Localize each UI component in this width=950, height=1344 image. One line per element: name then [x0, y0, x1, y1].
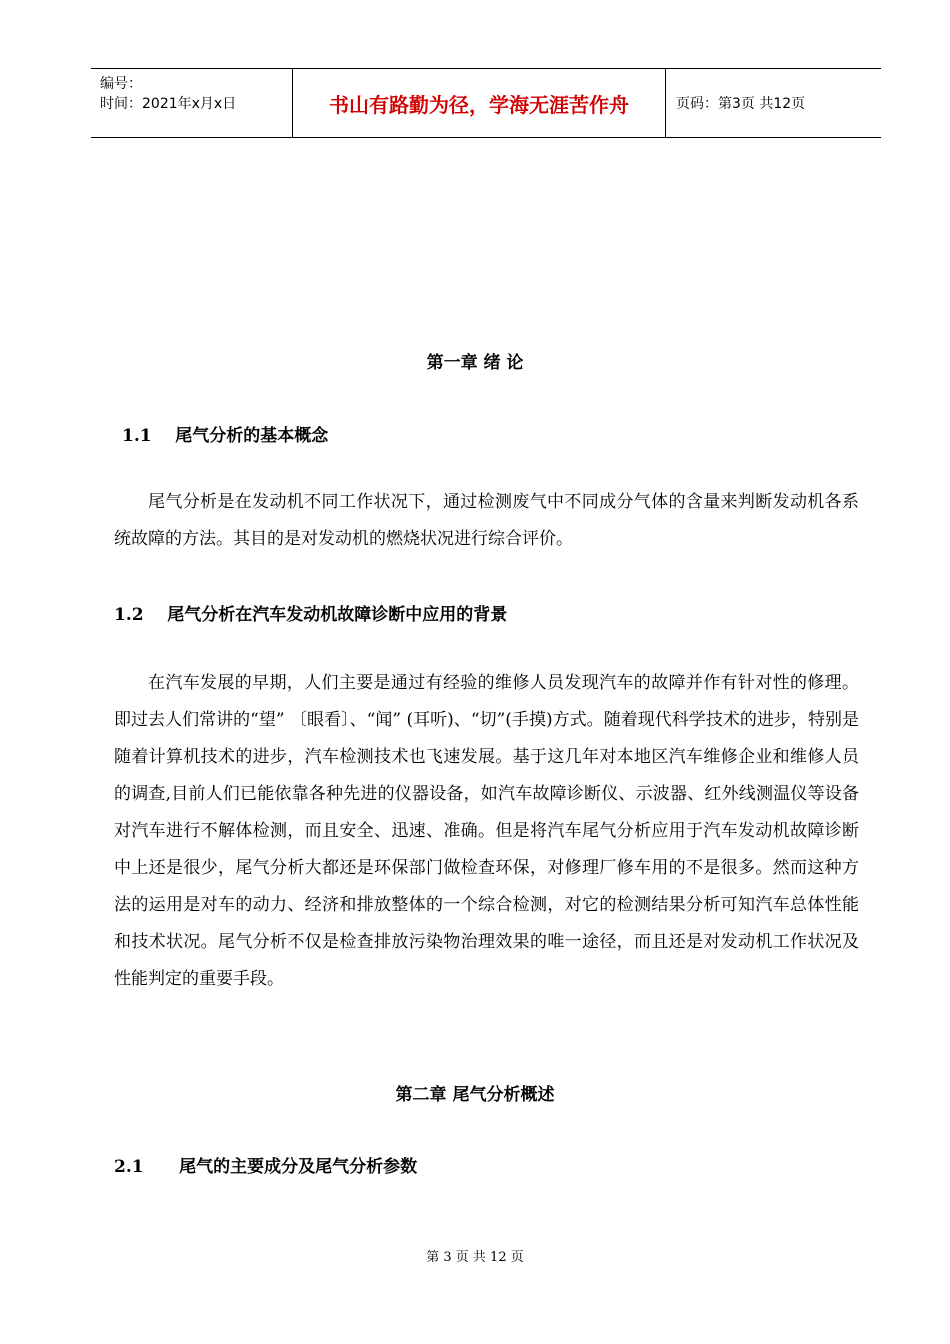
- chapter-1-title: 第一章 绪 论: [426, 353, 524, 373]
- header-page-label: 页码：第3页 共12页: [676, 96, 806, 112]
- document-number-label: 编号：: [100, 76, 142, 92]
- section-1-1-body: 尾气分析是在发动机不同工作状况下，通过检测废气中不同成分气体的含量来判断发动机各系统故障的方法。其目的是对发动机的燃烧状况进行综合评价。: [114, 492, 859, 549]
- section-2-1-title: 2.1 尾气的主要成分及尾气分析参数: [114, 1157, 418, 1177]
- section-1-1-title: 1.1 尾气分析的基本概念: [122, 426, 329, 446]
- header-meta: [91, 69, 293, 137]
- section-1-2-body: 在汽车发展的早期，人们主要是通过有经验的维修人员发现汽车的故障并作有针对性的修理。即过去人们常讲的“望” 〔眼看〕、“闻” (耳听)、“切”(手摸)方式。随着现代科学技术的进步，特别是随着计算机技术的进步，汽车检测技术也飞速发展。基于这几年对本地区汽车维修企业和维修人员的调查,目前人们已能依靠各种先进的仪器设备，如汽车故障诊断仪、示波器、红外线测温仪等设备对汽车进行不解体检测，而且安全、迅速、准确。但是将汽车尾气分析应用于汽车发动机故障诊断中上还是很少，尾气分析大都还是环保部门做检查环保，对修理厂修车用的不是很多。然而这种方法的运用是对车的动力、经济和排放整体的一个综合检测，对它的检测结果分析可知汽车总体性能和技术状况。尾气分析不仅是检查排放污染物治理效果的唯一途径，而且还是对发动机工作状况及性能判定的重要手段。: [114, 673, 859, 989]
- header-motto: 书山有路勤为径，学海无涯苦作舟: [293, 69, 666, 137]
- document-time-label: 时间：2021年x月x日: [100, 96, 237, 112]
- section-1-2-title: 1.2 尾气分析在汽车发动机故障诊断中应用的背景: [114, 605, 508, 625]
- page-footer: 第 3 页 共 12 页: [426, 1250, 524, 1265]
- page-header: [91, 68, 881, 138]
- chapter-2-title: 第二章 尾气分析概述: [395, 1085, 555, 1105]
